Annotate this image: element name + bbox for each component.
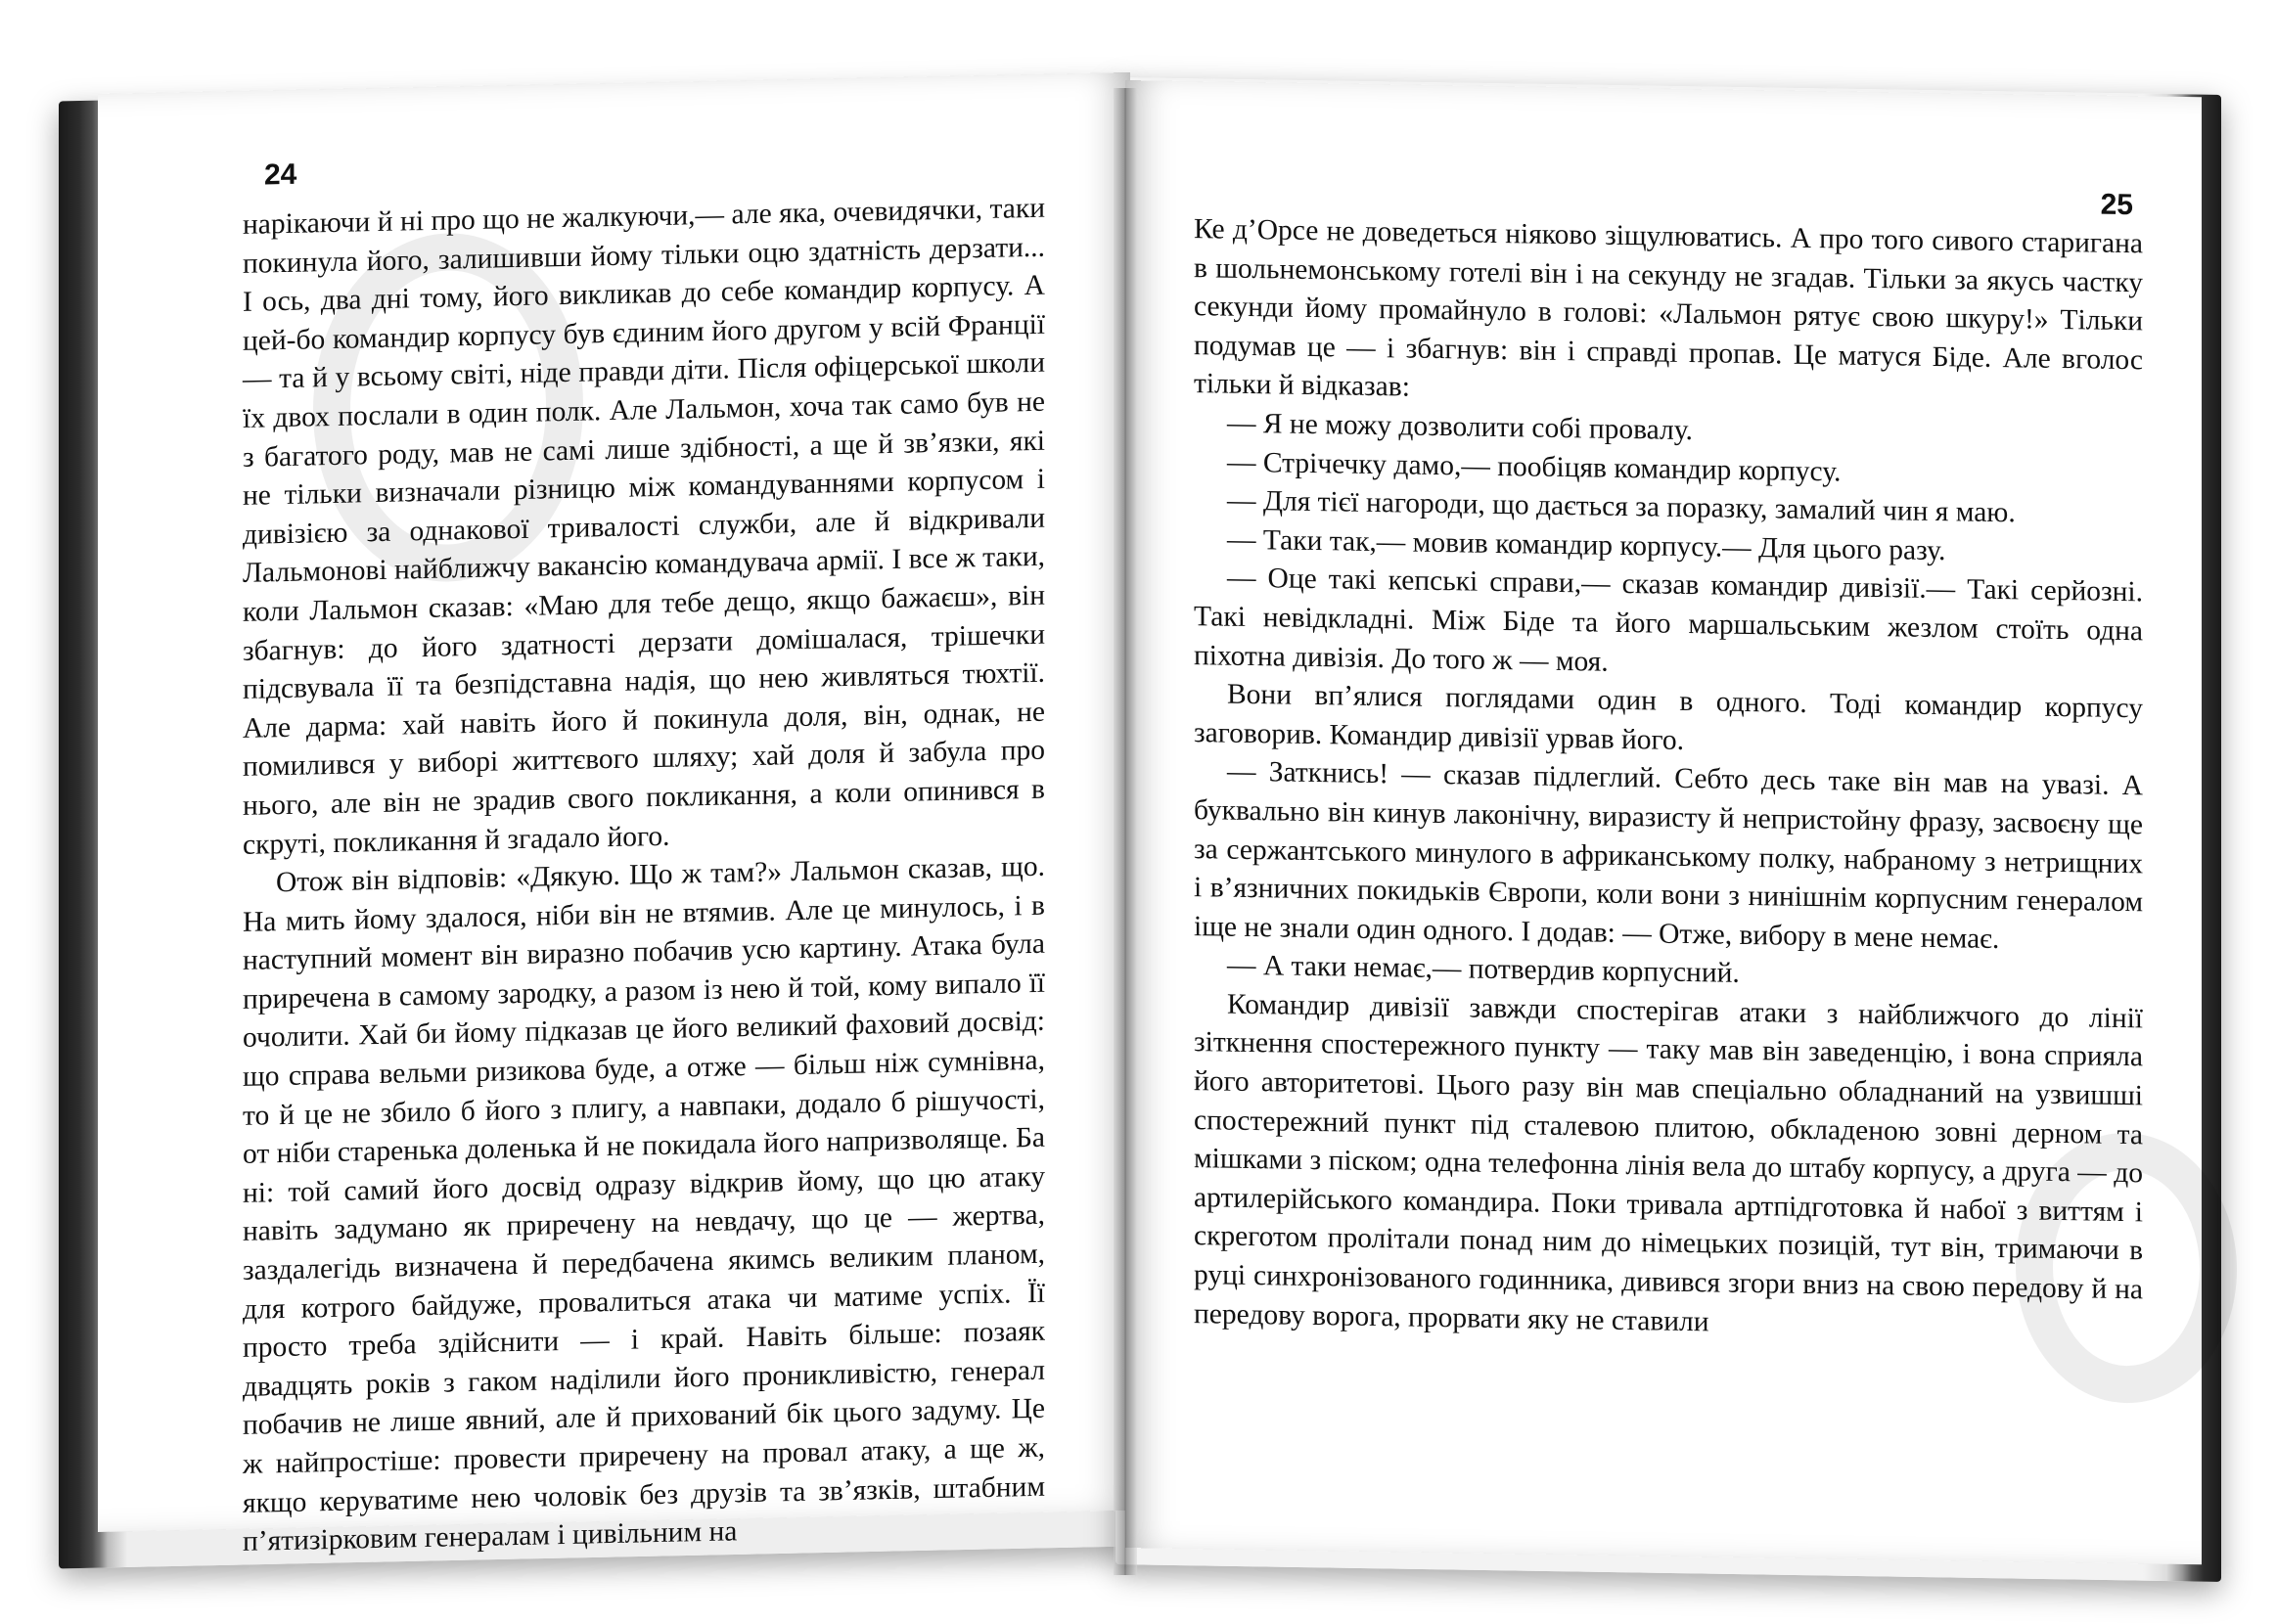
paragraph: Отож він відповів: «Дякую. Що ж там?» Лальмон сказав, що. На мить йому здалося, ніби він не втямив. Але це минулось, і в наступний момент він виразно побачив усю картину. Атака була приречена в самому зародку, а разом із нею й той, кому випало її очолити. Хай би йому підказав це його великий фаховий досвід: що справа вельми ризикова буде, а отже — більш ніж сумнівна, то й це не збило б його з плигу, а навпаки, додало б рішучості, от ніби старенька доленька й не покидала його напризволяще. Ба ні: той самий його досвід одразу відкрив йому, що цю атаку навіть задумано як приречену на невдачу, що це — жертва, заздалегідь визначена й передбачена якимсь великим планом, для котрого байдуже, провалиться атака чи матиме успіх. Її просто треба здійснити — і край. Навіть більше: позаяк двадцять років з гаком наділили його проникливістю, генерал побачив не лише явний, але й прихований бік цього задуму. Це ж найпростіше: провести приречену на провал атаку, а ще ж, якщо керуватиме нею чоловік без друзів та зв’язків, штабним п’ятизірковим генералам і цивільним на xyxy=(243,850,1045,1558)
left-page xyxy=(98,72,1130,1558)
dialogue-line: — Заткнись! — сказав підлеглий. Себто десь таке він мав на увазі. А буквально він кинув лаконічну, виразисту й непристойну фразу, засвоєну ще за сержантського минулого в африканському полку, набраному з нетрищних і в’язничних покидьків Європи, коли вони з нинішнім корпусним генералом іще не знали один одного. І додав: — Отже, вибору в мене немає. xyxy=(1194,755,2143,955)
book-spine-gutter xyxy=(1114,88,1137,1575)
page-number: 25 xyxy=(2100,188,2133,222)
page-text xyxy=(1194,210,2143,1348)
dialogue-line: — Оце такі кепські справи,— сказав командир дивізії.— Такі серйозні. Такі невідкладні. Між Біде та його маршальським жезлом стоїть одна піхотна дивізія. До того ж — моя. xyxy=(1194,562,2143,678)
right-page xyxy=(1125,80,2202,1564)
paragraph: Вони вп’ялися поглядами один в одного. Тоді командир корпусу заговорив. Командир дивізії урвав його. xyxy=(1194,678,2143,756)
page-number: 24 xyxy=(264,158,297,192)
dialogue-line: — Я не можу дозволити собі провалу. xyxy=(1227,407,1693,447)
dialogue-line: — Таки так,— мовив командир корпусу.— Для цього разу. xyxy=(1227,523,1946,566)
paragraph: Ке д’Орсе не доведеться ніяково зіщулюватись. А про того сивого старигана в шольнемонському готелі він і на секунду не згадав. Тільки за якусь частку секунди йому промайнуло в голові: «Лальмон рятує свою шкуру!» Тільки подумав це — і збагнув: він і справді пропав. Це матуся Біде. Але вголос тільки й відказав: xyxy=(1194,213,2143,403)
paragraph: Командир дивізії завжди спостерігав атаки з найближчого до лінії зіткнення спостережного пункту — таку мав він заведенцію, і вона сприяла його авторитетові. Цього разу він мав спеціально обладнаний на узвишші спостережний пункт під сталевою плитою, обкладеною зовні дерном та мішками з піском; одна телефонна лінія вела до штабу корпусу, а друга — до артилерійського командира. Поки тривала артпідготовка й набої з виттям і скреготом пролітали понад ним до німецьких позицій, тут він, тримаючи в руці синхронізованого годинника, дивився згори вниз на свою передову й на передову ворога, прорвати яку не ставили xyxy=(1194,988,2143,1337)
dialogue-line: — А таки немає,— потвердив корпусний. xyxy=(1227,949,1740,990)
dialogue-line: — Стрічечку дамо,— пообіцяв командир корпусу. xyxy=(1227,446,1842,488)
page-text xyxy=(243,190,1045,1562)
paragraph: нарікаючи й ні про що не жалкуючи,— але яка, очевидячки, таки покинула його, залишивши йому тільки оцю здатність дерзати... І ось, два дні тому, його викликав до себе командир корпусу. А цей-бо командир корпусу був єдиним його другом у всій Франції — та й у всьому світі, ніде правди діти. Після офіцерської школи їх двох послали в один полк. Але Лальмон, хоча так само був не з багатого роду, мав не самі лише здібності, а ще й зв’язки, які не тільки визначали різницю між командуваннями корпусом і дивізією за однакової тривалості служби, але й відкривали Лальмонові найближчу вакансію командувача армії. І все ж таки, коли Лальмон сказав: «Маю для тебе дещо, якщо бажаєш», він збагнув: до його здатності дерзати домішалася, трішечки підсвувала її та безпідставна надія, що нею живляться тюхтії. Але дарма: хай навіть його й покинула доля, він, однак, не помилився у виборі життєвого шляху; хай доля й забула про нього, але він не зрадив свого покликання, а коли опинився в скруті, покликання й згадало його. xyxy=(243,192,1045,861)
dialogue-line: — Для тієї нагороди, що дається за поразку, замалий чин я маю. xyxy=(1227,484,2016,529)
